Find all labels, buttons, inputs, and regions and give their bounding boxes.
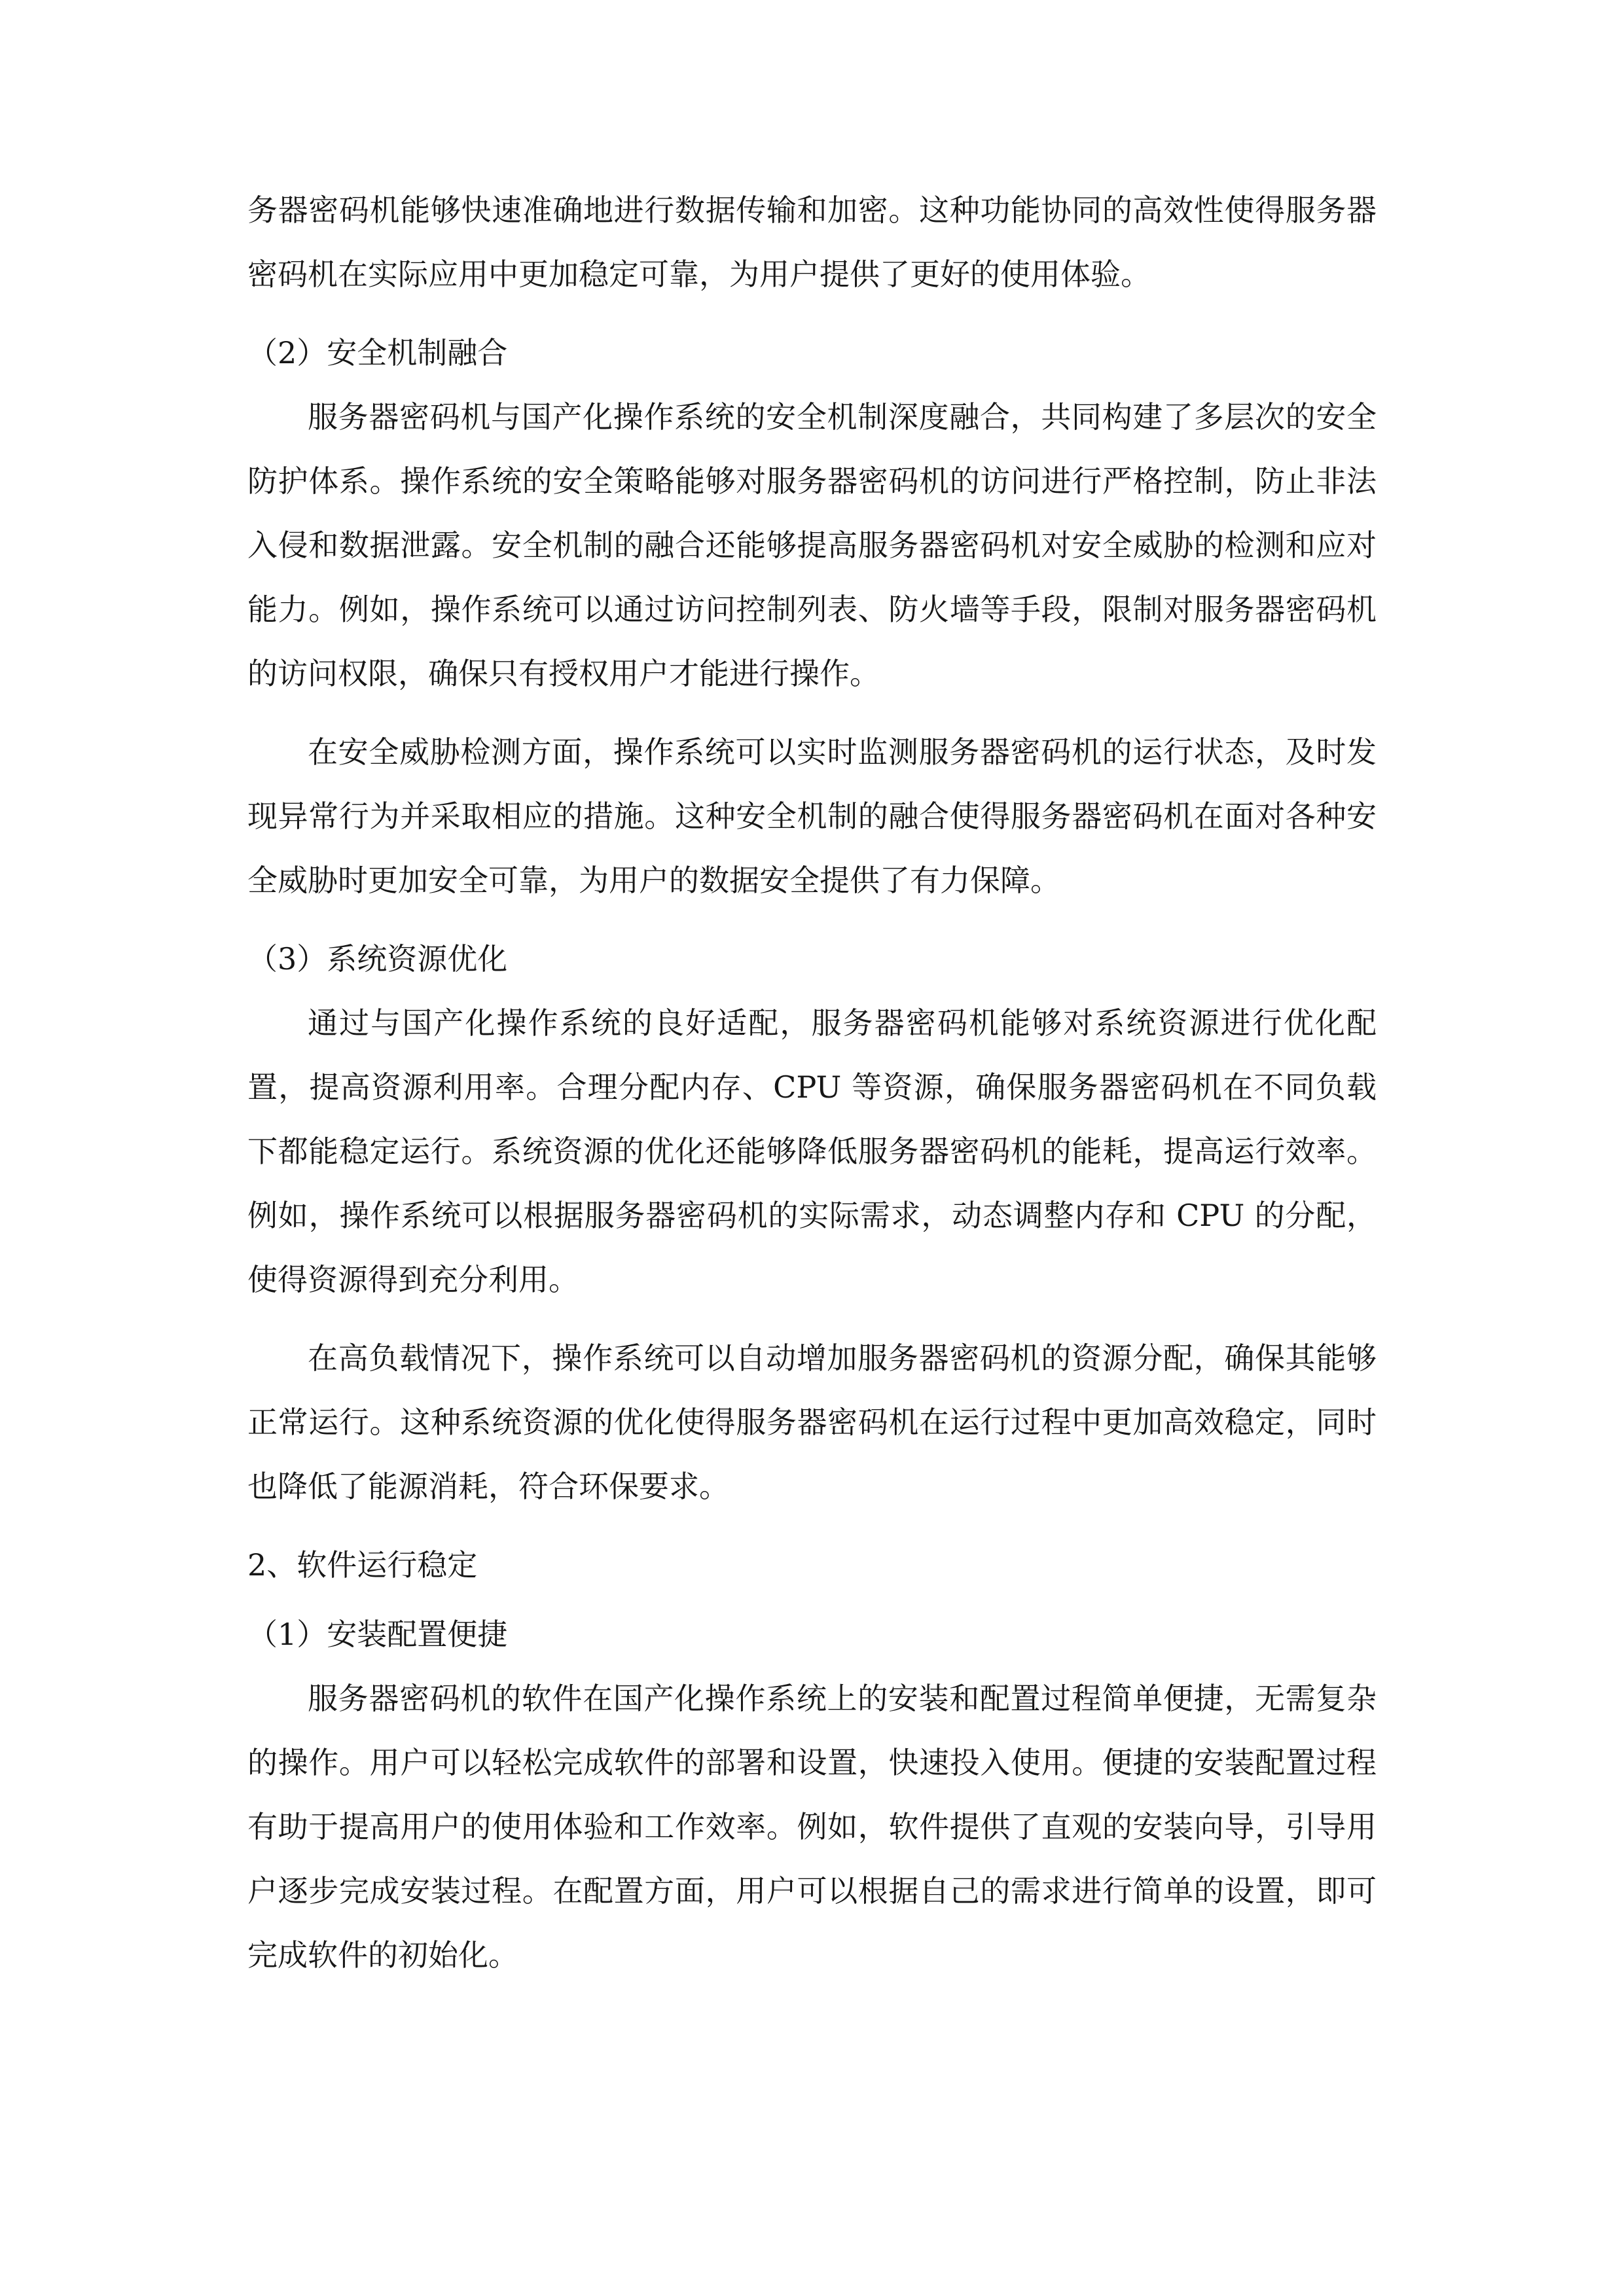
paragraph: 服务器密码机与国产化操作系统的安全机制深度融合，共同构建了多层次的安全防护体系。操作系统的安全策略能够对服务器密码机的访问进行严格控制，防止非法入侵和数据泄露。安全机制的融合还能够提高服务器密码机对安全威胁的检测和应对能力。例如，操作系统可以通过访问控制列表、防火墙等手段，限制对服务器密码机的访问权限，确保只有授权用户才能进行操作。 (247, 399, 1377, 691)
document-body (247, 178, 1377, 2001)
paragraph: 在高负载情况下，操作系统可以自动增加服务器密码机的资源分配，确保其能够正常运行。这种系统资源的优化使得服务器密码机在运行过程中更加高效稳定，同时也降低了能源消耗，符合环保要求。 (247, 1340, 1377, 1504)
section-title-install-config: （1）安装配置便捷 (247, 1617, 508, 1652)
paragraph: 通过与国产化操作系统的良好适配，服务器密码机能够对系统资源进行优化配置，提高资源利用率。合理分配内存、CPU 等资源，确保服务器密码机在不同负载下都能稳定运行。系统资源的优化还能够降低服务器密码机的能耗，提高运行效率。例如，操作系统可以根据服务器密码机的实际需求，动态调整内存和 CPU 的分配，使得资源得到充分利用。 (247, 1005, 1377, 1297)
heading-software-stability: 2、软件运行稳定 (247, 1547, 478, 1583)
paragraph: 在安全威胁检测方面，操作系统可以实时监测服务器密码机的运行状态，及时发现异常行为并采取相应的措施。这种安全机制的融合使得服务器密码机在面对各种安全威胁时更加安全可靠，为用户的数据安全提供了有力保障。 (247, 734, 1377, 898)
paragraph: 服务器密码机的软件在国产化操作系统上的安装和配置过程简单便捷，无需复杂的操作。用户可以轻松完成软件的部署和设置，快速投入使用。便捷的安装配置过程有助于提高用户的使用体验和工作效率。例如，软件提供了直观的安装向导，引导用户逐步完成安装过程。在配置方面，用户可以根据自己的需求进行简单的设置，即可完成软件的初始化。 (247, 1681, 1377, 1973)
intro-paragraph: 务器密码机能够快速准确地进行数据传输和加密。这种功能协同的高效性使得服务器密码机在实际应用中更加稳定可靠，为用户提供了更好的使用体验。 (247, 192, 1377, 292)
section-title-security-mechanism: （2）安全机制融合 (247, 335, 508, 370)
section-title-resource-optimization: （3）系统资源优化 (247, 941, 508, 977)
